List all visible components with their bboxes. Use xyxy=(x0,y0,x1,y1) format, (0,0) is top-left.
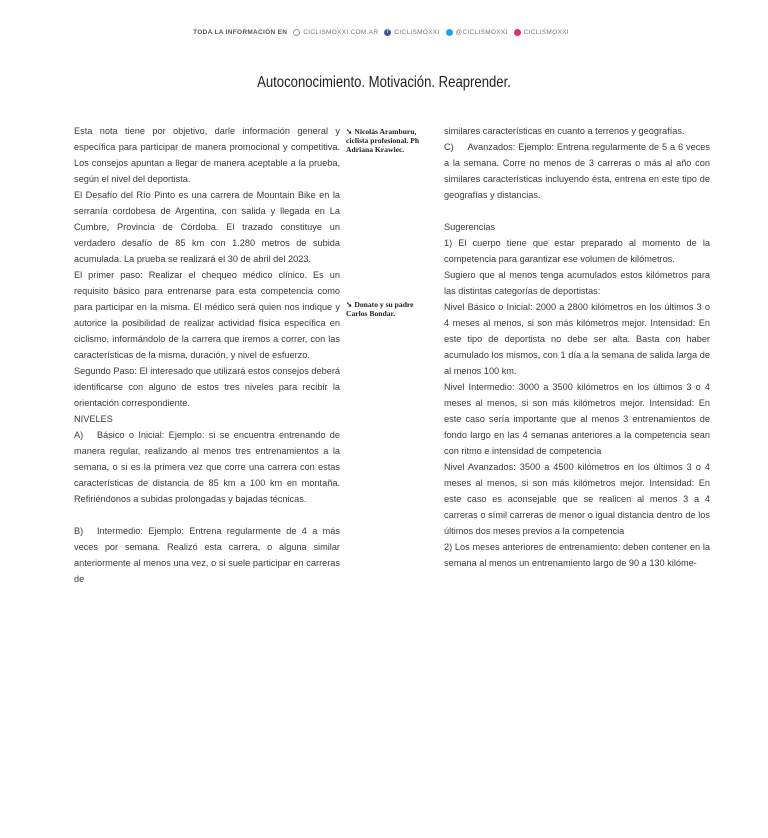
body-paragraph: 2) Los meses anteriores de entrenamiento: deben contener en la semana al menos un entrenamiento largo de 90 a 130 kilóme- xyxy=(444,542,710,568)
header-twitter-text: @CICLISMOXXI xyxy=(455,29,508,36)
body-paragraph: Sugerencias xyxy=(444,222,496,232)
body-paragraph: C) Avanzados: Ejemplo: Entrena regularmente de 5 a 6 veces a la semana. Corre no menos de 3 carreras o más al año con similares características incluyendo ésta, entrena en este tipo de geografías y distancias. xyxy=(444,142,710,200)
paragraph-spacer xyxy=(444,203,710,219)
body-paragraph: Esta nota tiene por objetivo, darle información general y específica para participar de manera promocional y competitiva. Los consejos apuntan a llegar de manera aceptable a la prueba, según el nivel del deportista. xyxy=(74,126,340,184)
caption-arrow-icon: ➘ xyxy=(346,127,353,136)
facebook-icon: f xyxy=(384,29,391,36)
body-paragraph: NIVELES xyxy=(74,414,113,424)
body-paragraph: El primer paso: Realizar el chequeo médico clínico. Es un requisito básico para entrenarse para esta competencia como para participar en la misma. El médico será quien nos indique y autorice la posibilidad de realizar actividad física específica en ciclismo, informándolo de la carrera que iremos a correr, con las características de la misma, duración, y nivel de esfuerzo. xyxy=(74,270,340,360)
body-paragraph: Sugiero que al menos tenga acumulados estos kilómetros para las distintas categorías de deportistas: xyxy=(444,270,710,296)
header-facebook-text: CICLISMOXXI xyxy=(394,29,440,36)
header-website-text: CICLISMOXXI.COM.AR xyxy=(303,29,379,36)
header-twitter-link[interactable] xyxy=(446,29,508,36)
header-instagram-text: CICLISMOXXI xyxy=(523,29,569,36)
header-lead-text: TODA LA INFORMACIÓN EN xyxy=(193,29,288,36)
header-facebook-link[interactable] xyxy=(384,29,439,36)
right-text-column xyxy=(444,123,710,571)
body-paragraph: A) Básico o Inicial: Ejemplo: si se encuentra entrenando de manera regular, realizando al menos tres entrenamientos a la semana, o si es la primera vez que corre una carrera con estas características de distancia de 85 km a 100 km en montaña. Refiriéndonos a subidas prolongadas y bajadas técnicas. xyxy=(74,430,340,504)
header-website-link[interactable] xyxy=(293,29,378,36)
article-title: Autoconocimiento. Motivación. Reaprender. xyxy=(257,74,511,91)
photo-caption-1 xyxy=(346,127,434,154)
globe-icon xyxy=(293,29,300,36)
body-paragraph: Nivel Avanzados: 3500 a 4500 kilómetros en los últimos 3 o 4 meses al menos, si son más kilómetros mejor. Intensidad: En este caso es aconsejable que se realicen al menos 3 a 4 carreras o símil carreras de menor o igual distancia dentro de los últimos dos meses previos a la competencia xyxy=(444,462,710,536)
header-instagram-link[interactable] xyxy=(514,29,569,36)
body-paragraph: 1) El cuerpo tiene que estar preparado al momento de la competencia para garantizar ese volumen de kilómetros. xyxy=(444,238,710,264)
body-paragraph: El Desafío del Río Pinto es una carrera de Mountain Bike en la serranía cordobesa de Argentina, con salida y llegada en La Cumbre, Provincia de Córdoba. El trazado constituye un verdadero desafío de 85 km con 1.280 metros de subida acumulada. La prueba se realizará el 30 de abril del 2023. xyxy=(74,190,340,264)
body-paragraph: Segundo Paso: El interesado que utilizará estos consejos deberá identificarse con alguno de estos tres niveles para recibir la orientación correspondiente. xyxy=(74,366,340,408)
paragraph-spacer xyxy=(74,507,340,523)
caption-2-text: Donato y su padre Carlos Bondar. xyxy=(346,300,414,318)
photo-caption-2 xyxy=(346,300,434,318)
body-paragraph: Nivel Intermedio: 3000 a 3500 kilómetros en los últimos 3 o 4 meses al menos, si son más kilómetros mejor. Intensidad: En este caso sería importante que al menos 3 entrenamientos de fondo largo en las 4 semanas anteriores a la competencia sean con ritmo e intensidad de competencia xyxy=(444,382,710,456)
body-paragraph: B) Intermedio: Ejemplo: Entrena regularmente de 4 a más veces por semana. Realizó esta carrera, o alguna similar anteriormente al menos una vez, o si suele participar en carreras de xyxy=(74,526,340,584)
twitter-icon xyxy=(446,29,453,36)
page-header-bar xyxy=(0,29,768,36)
instagram-icon xyxy=(514,29,521,36)
body-paragraph: similares características en cuanto a terrenos y geografías. xyxy=(444,126,685,136)
body-paragraph: Nivel Básico o Inicial: 2000 a 2800 kilómetros en los últimos 3 o 4 meses al menos, si son más kilómetros mejor. Intensidad: En este tipo de deportista no debe ser alta. Basta con haber acumulado los mismos, con 1 día a la semana de salida larga de al menos 100 km. xyxy=(444,302,710,376)
caption-arrow-icon: ➘ xyxy=(346,300,353,309)
left-text-column xyxy=(74,123,340,587)
caption-1-text: Nicolás Aramburu, ciclista profesional. Ph Adriana Krawiec. xyxy=(346,127,420,154)
